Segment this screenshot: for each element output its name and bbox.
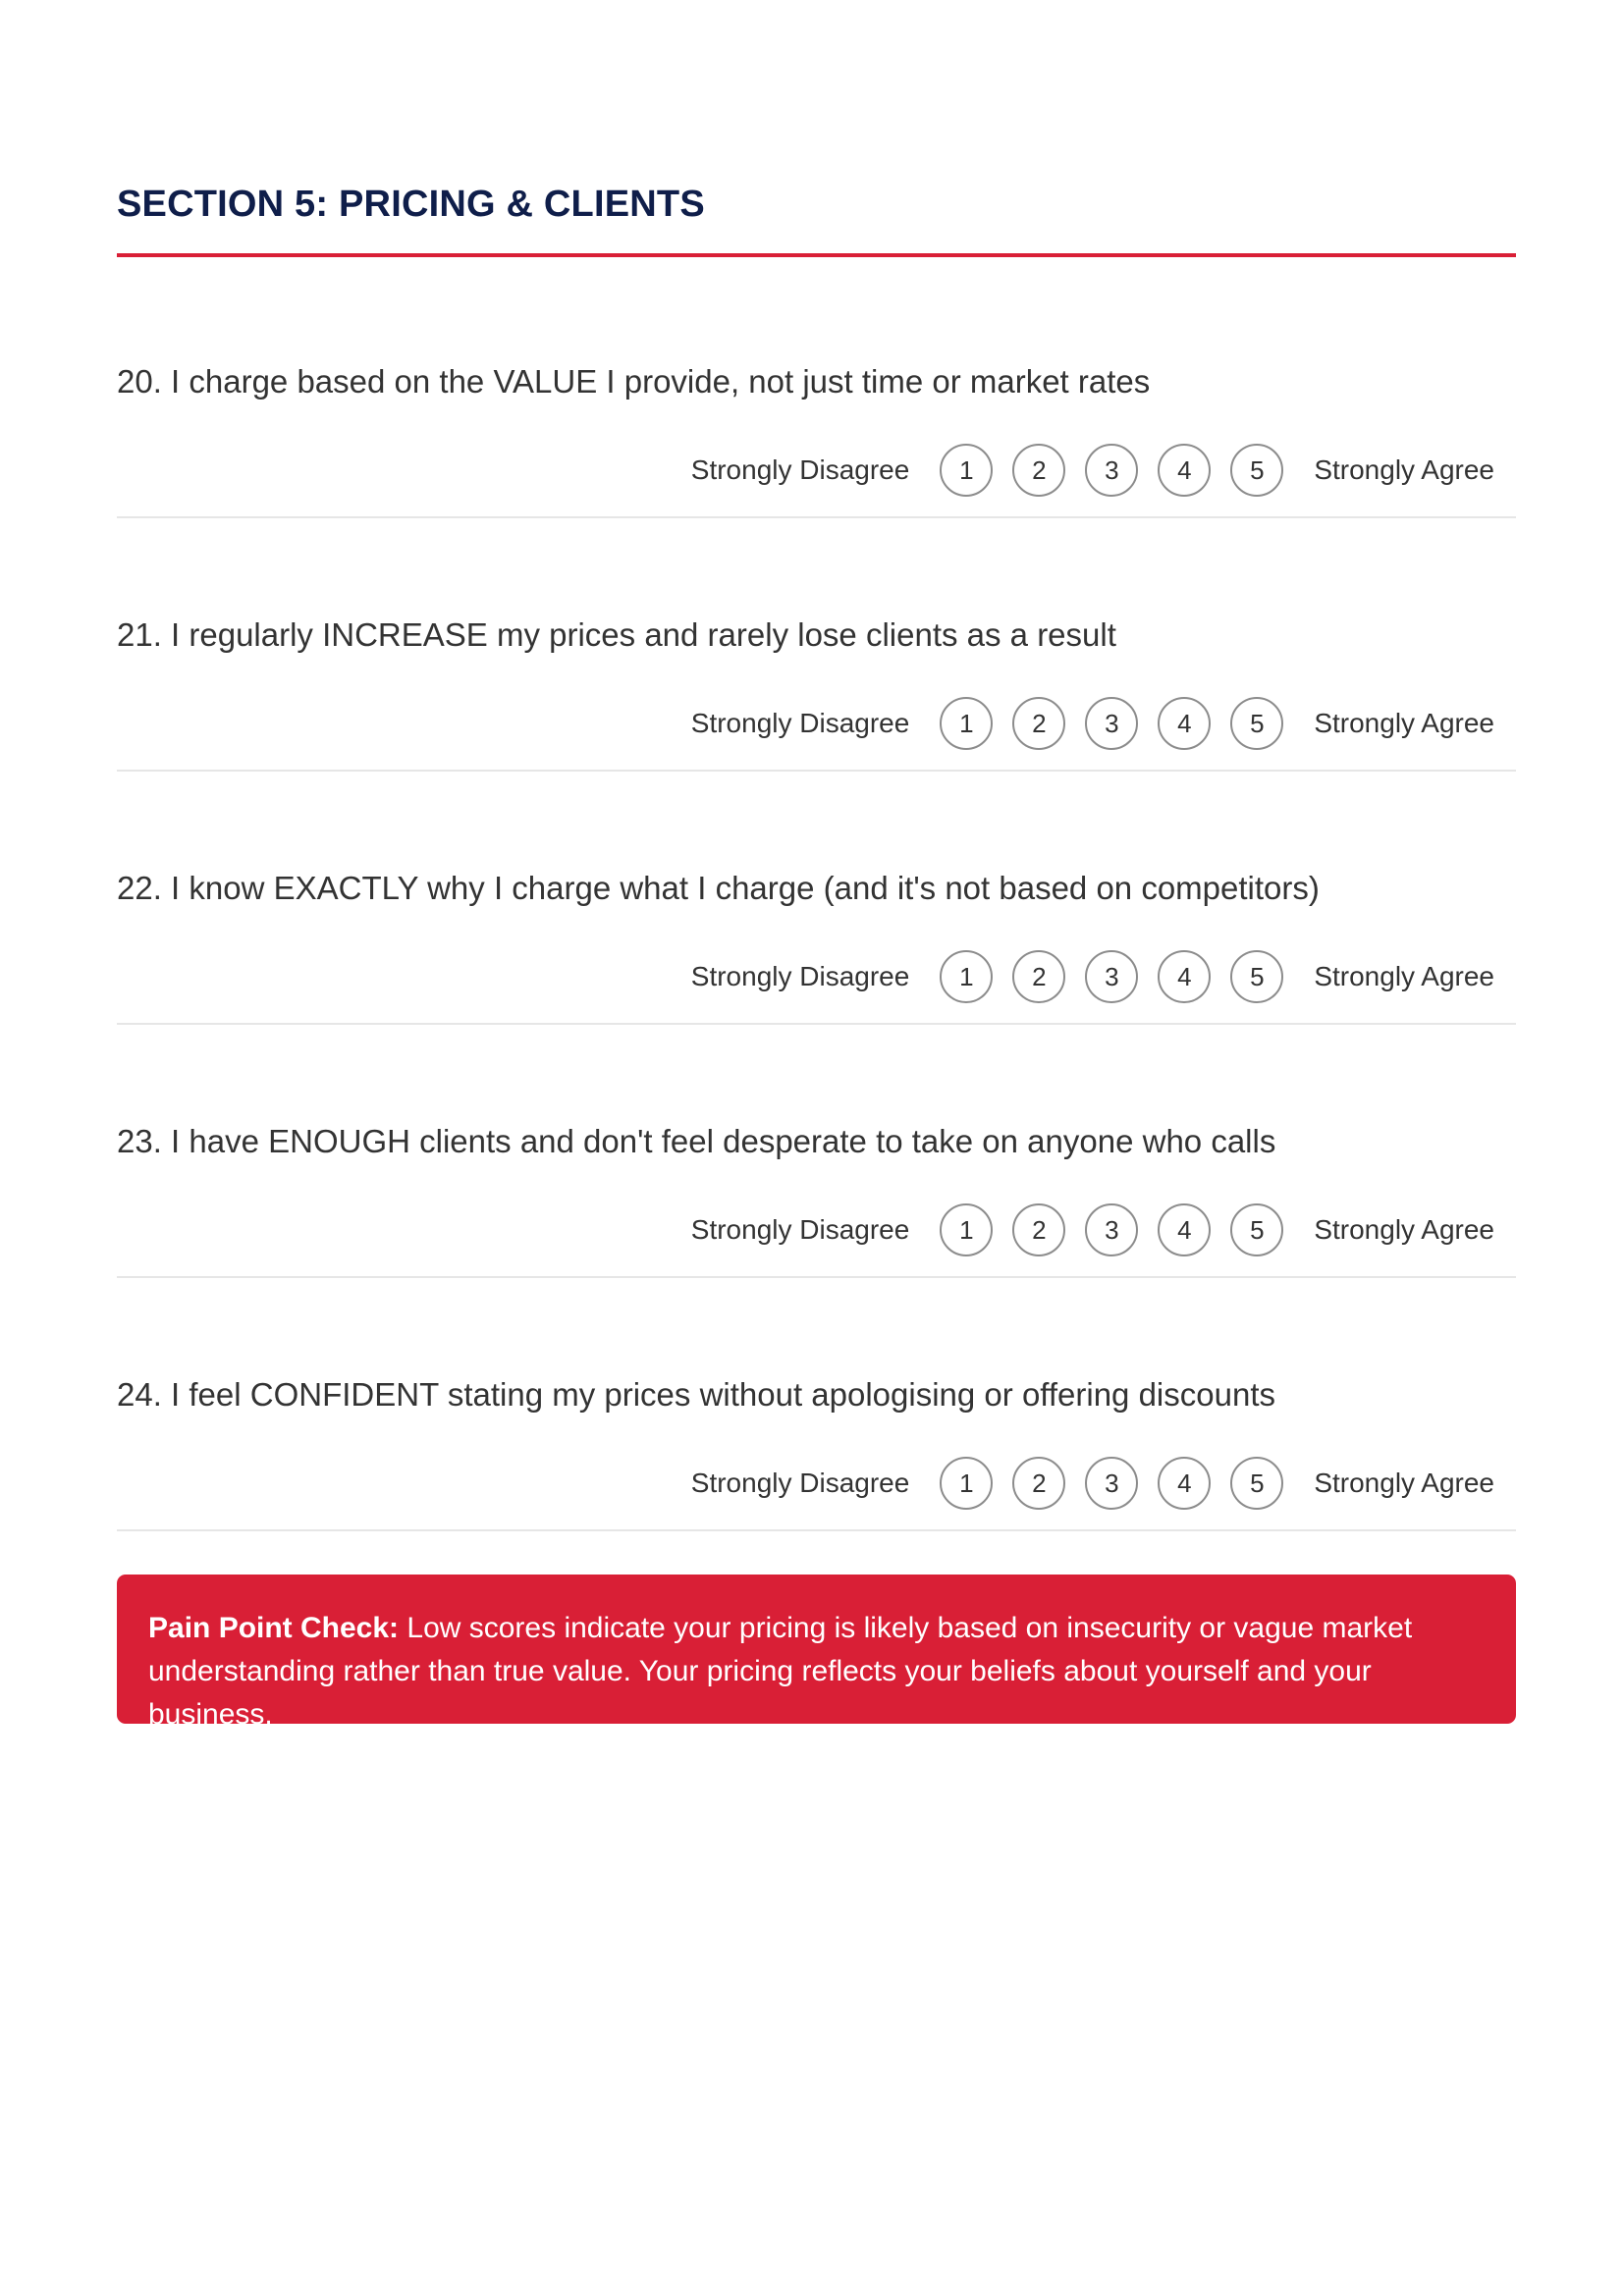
rating-option-1[interactable]: 1 (940, 444, 993, 497)
rating-option-1[interactable]: 1 (940, 1457, 993, 1510)
question-text: 24. I feel CONFIDENT stating my prices without apologising or offering discounts (117, 1376, 1275, 1413)
rating-option-5[interactable]: 5 (1230, 1457, 1283, 1510)
scale-low-label: Strongly Disagree (690, 454, 910, 485)
rating-option-3[interactable]: 3 (1085, 950, 1138, 1003)
rating-option-4[interactable]: 4 (1158, 444, 1211, 497)
rating-option-1[interactable]: 1 (940, 1203, 993, 1256)
scale-low-label: Strongly Disagree (690, 961, 910, 991)
question-divider (117, 1529, 1516, 1531)
rating-options (940, 697, 1283, 750)
question-divider (117, 1023, 1516, 1025)
rating-options (940, 1203, 1283, 1256)
question-text: 23. I have ENOUGH clients and don't feel desperate to take on anyone who calls (117, 1123, 1276, 1159)
rating-option-2[interactable]: 2 (1012, 697, 1065, 750)
question-20 (117, 361, 1516, 538)
section-title: SECTION 5: PRICING & CLIENTS (117, 184, 705, 225)
question-text: 21. I regularly INCREASE my prices and rarely lose clients as a result (117, 616, 1116, 653)
callout-title: Pain Point Check: (148, 1612, 400, 1644)
scale-low-label: Strongly Disagree (690, 708, 910, 738)
scale-low-label: Strongly Disagree (690, 1214, 910, 1245)
scale-high-label: Strongly Agree (1314, 708, 1494, 738)
rating-option-5[interactable]: 5 (1230, 1203, 1283, 1256)
rating-option-2[interactable]: 2 (1012, 950, 1065, 1003)
rating-options (940, 1457, 1283, 1510)
question-divider (117, 1276, 1516, 1278)
rating-options (940, 950, 1283, 1003)
rating-scale (691, 695, 1494, 752)
scale-high-label: Strongly Agree (1314, 1214, 1494, 1245)
scale-high-label: Strongly Agree (1314, 1468, 1494, 1498)
rating-option-2[interactable]: 2 (1012, 1457, 1065, 1510)
rating-option-2[interactable]: 2 (1012, 1203, 1065, 1256)
rating-options (940, 444, 1283, 497)
question-divider (117, 770, 1516, 772)
question-23 (117, 1121, 1516, 1298)
pain-point-callout (117, 1575, 1516, 1731)
section-divider (117, 253, 1516, 257)
rating-option-5[interactable]: 5 (1230, 950, 1283, 1003)
question-24 (117, 1374, 1516, 1551)
question-21 (117, 614, 1516, 791)
rating-option-4[interactable]: 4 (1158, 1457, 1211, 1510)
question-divider (117, 516, 1516, 518)
question-text: 20. I charge based on the VALUE I provide, not just time or market rates (117, 363, 1151, 400)
scale-high-label: Strongly Agree (1314, 961, 1494, 991)
rating-option-3[interactable]: 3 (1085, 444, 1138, 497)
rating-scale (691, 1201, 1494, 1258)
rating-option-1[interactable]: 1 (940, 950, 993, 1003)
rating-option-4[interactable]: 4 (1158, 1203, 1211, 1256)
rating-scale (691, 948, 1494, 1005)
question-22 (117, 868, 1516, 1044)
rating-option-2[interactable]: 2 (1012, 444, 1065, 497)
question-text: 22. I know EXACTLY why I charge what I charge (and it's not based on competitors) (117, 870, 1320, 906)
rating-option-4[interactable]: 4 (1158, 697, 1211, 750)
rating-option-5[interactable]: 5 (1230, 697, 1283, 750)
rating-option-1[interactable]: 1 (940, 697, 993, 750)
rating-option-5[interactable]: 5 (1230, 444, 1283, 497)
rating-option-3[interactable]: 3 (1085, 697, 1138, 750)
callout-body: Low scores indicate your pricing is likely based on insecurity or vague market understanding rather than true value. Your pricing reflects your beliefs about yourself and your business. (148, 1612, 1413, 1731)
rating-scale (691, 1455, 1494, 1512)
rating-option-3[interactable]: 3 (1085, 1203, 1138, 1256)
scale-low-label: Strongly Disagree (690, 1468, 910, 1498)
rating-option-3[interactable]: 3 (1085, 1457, 1138, 1510)
rating-scale (691, 442, 1494, 499)
scale-high-label: Strongly Agree (1314, 454, 1494, 485)
rating-option-4[interactable]: 4 (1158, 950, 1211, 1003)
